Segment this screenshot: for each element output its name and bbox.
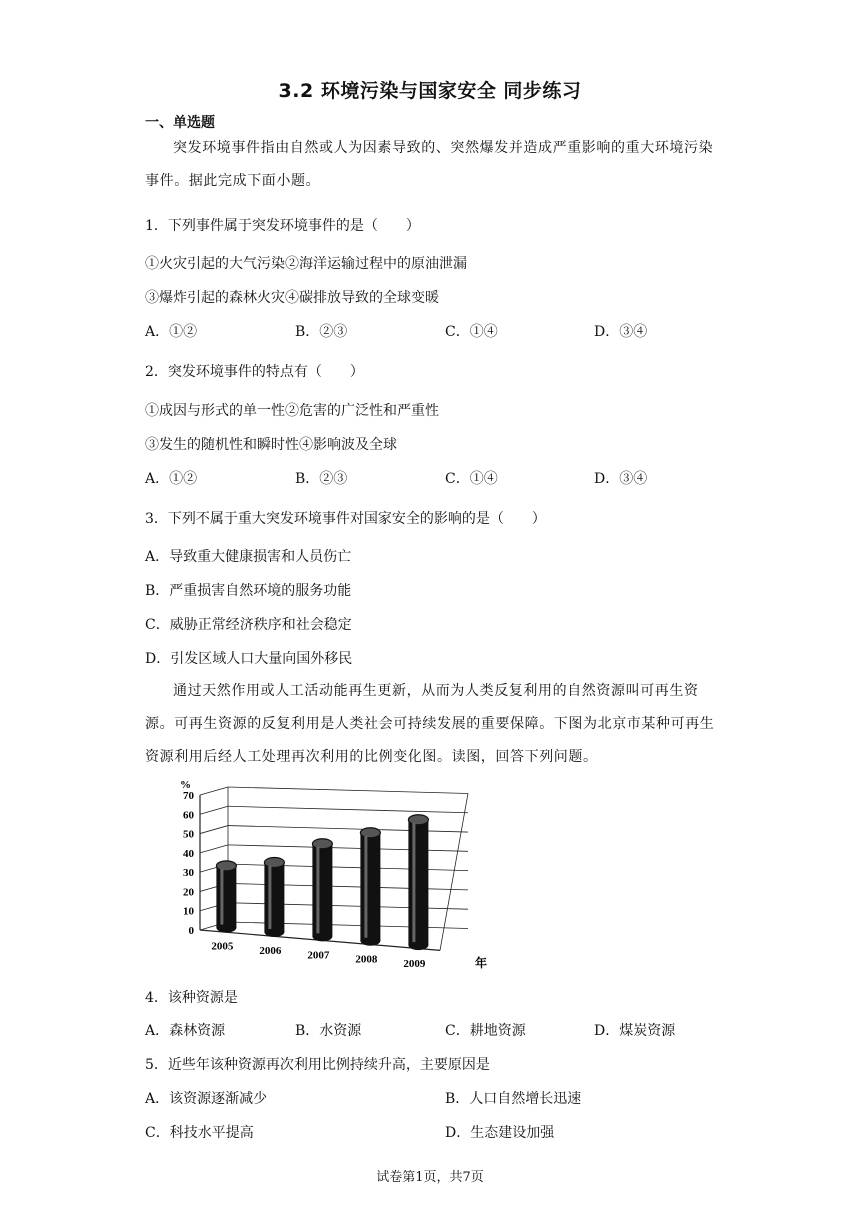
y-tick-label: 70 (183, 790, 194, 802)
bar-top (408, 815, 428, 825)
recycling-ratio-bar-chart (170, 775, 510, 975)
bar-top (360, 828, 380, 838)
section-heading: 一、单选题 (145, 115, 215, 131)
bar-base (312, 931, 332, 941)
question-1-option-b: B．②③ (295, 324, 348, 340)
x-tick-label: 2007 (307, 949, 330, 962)
question-2-option-b: B．②③ (295, 471, 348, 487)
question-3-stem: 3．下列不属于重大突发环境事件对国家安全的影响的是（ ） (145, 511, 546, 527)
chart-bars (216, 815, 428, 950)
question-2-option-a: A．①② (145, 471, 198, 487)
question-5-option-d: D．生态建设加强 (445, 1125, 555, 1141)
page-footer: 试卷第1页，共7页 (376, 1170, 484, 1185)
right-edge-line (440, 793, 468, 950)
question-4-option-a: A．森林资源 (145, 1023, 226, 1039)
side-gridline (200, 787, 228, 795)
bar-top (264, 858, 284, 868)
x-tick-label: 2006 (259, 944, 282, 957)
x-tick-label: 2009 (403, 958, 426, 971)
question-3-option-d: D．引发区域人口大量向国外移民 (145, 651, 353, 667)
back-gridline (228, 787, 468, 793)
question-1-option-d: D．③④ (594, 324, 648, 340)
back-gridline (228, 826, 468, 832)
question-5-stem: 5．近些年该种资源再次利用比例持续升高，主要原因是 (145, 1057, 490, 1073)
question-4-stem: 4．该种资源是 (145, 990, 238, 1006)
bar-top (312, 839, 332, 849)
page-title: 3.2 环境污染与国家安全 同步练习 (278, 80, 582, 102)
intro-paragraph-2: 通过天然作用或人工活动能再生更新，从而为人类反复利用的自然资源叫可再生资源。可再生资源的反复利用是人类社会可持续发展的重要保障。下图为北京市某种可再生资源利用后经人工处理再次利用的比例变化图。读图，回答下列问题。 (145, 683, 715, 765)
back-gridline (228, 845, 468, 851)
question-2-item-2: ③发生的随机性和瞬时性④影响波及全球 (145, 437, 397, 453)
bar-body (360, 833, 380, 941)
question-4-option-c: C．耕地资源 (445, 1023, 526, 1039)
x-tick-label: 2008 (355, 953, 378, 966)
question-1-item-2: ③爆炸引起的森林火灾④碳排放导致的全球变暖 (145, 290, 439, 306)
bar-base (216, 923, 236, 933)
question-2-stem: 2．突发环境事件的特点有（ ） (145, 364, 364, 380)
bar-2008 (360, 828, 380, 946)
y-axis-unit: % (180, 779, 191, 791)
back-gridline (228, 922, 468, 928)
question-2-option-d: D．③④ (594, 471, 648, 487)
bar-2009 (408, 815, 428, 950)
y-tick-label: 50 (183, 828, 194, 841)
bar-highlight (316, 847, 319, 934)
question-3-option-b: B．严重损害自然环境的服务功能 (145, 583, 352, 599)
question-1-stem: 1．下列事件属于突发环境事件的是（ ） (145, 218, 420, 234)
bar-2006 (264, 858, 284, 937)
side-gridline (200, 806, 228, 814)
y-tick-label: 20 (183, 886, 194, 899)
question-2-item-1: ①成因与形式的单一性②危害的广泛性和严重性 (145, 403, 439, 419)
bar-top (216, 861, 236, 871)
bar-base (408, 940, 428, 950)
bar-body (408, 820, 428, 945)
bar-highlight (268, 866, 271, 929)
question-4-option-d: D．煤炭资源 (594, 1023, 676, 1039)
y-tick-label: 60 (183, 809, 194, 822)
bar-body (312, 844, 332, 937)
question-5-option-c: C．科技水平提高 (145, 1125, 254, 1141)
back-gridline (228, 864, 468, 870)
question-3-option-c: C．威胁正常经济秩序和社会稳定 (145, 617, 352, 633)
intro-paragraph-1: 突发环境事件指由自然或人为因素导致的、突然爆发并造成严重影响的重大环境污染事件。据此完成下面小题。 (145, 140, 714, 189)
y-tick-label: 40 (183, 847, 194, 860)
bar-highlight (412, 823, 415, 942)
question-4-option-b: B．水资源 (295, 1023, 362, 1039)
y-tick-label: 10 (183, 905, 194, 918)
side-gridline (200, 845, 228, 853)
side-gridline (200, 826, 228, 834)
question-5-option-b: B．人口自然增长迅速 (445, 1091, 582, 1107)
back-gridline (228, 903, 468, 909)
question-1-item-1: ①火灾引起的大气污染②海洋运输过程中的原油泄漏 (145, 256, 467, 272)
bar-base (360, 936, 380, 946)
bar-2005 (216, 861, 236, 933)
question-1-option-a: A．①② (145, 324, 198, 340)
x-tick-label: 2005 (211, 940, 234, 953)
y-tick-label: 30 (183, 867, 194, 880)
bar-2007 (312, 839, 332, 942)
back-gridline (228, 806, 468, 812)
question-2-option-c: C．①④ (445, 471, 498, 487)
question-3-option-a: A．导致重大健康损害和人员伤亡 (145, 549, 352, 565)
y-tick-label: 0 (188, 925, 194, 937)
bar-highlight (220, 869, 223, 925)
bar-base (264, 927, 284, 937)
back-gridline (228, 883, 468, 889)
question-5-option-a: A．该资源逐渐减少 (145, 1091, 268, 1107)
bar-body (216, 866, 236, 928)
bar-highlight (364, 836, 367, 938)
x-axis-unit: 年 (475, 956, 488, 970)
bar-body (264, 863, 284, 932)
question-1-option-c: C．①④ (445, 324, 498, 340)
